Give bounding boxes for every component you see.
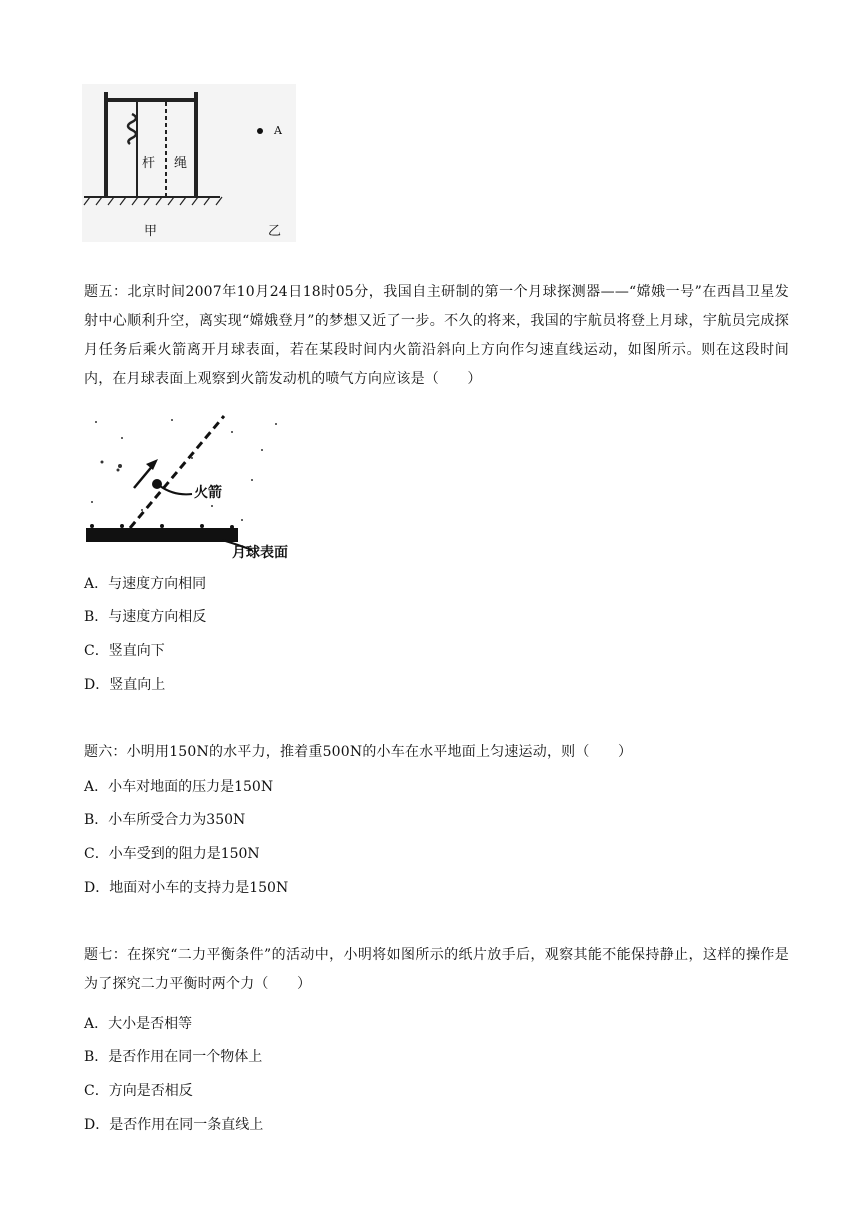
q7-stem: 题七：在探究“二力平衡条件”的活动中，小明将如图所示的纸片放手后，观察其能不能保持静止，这样的操作是为了探究二力平衡时两个力（ ） (84, 947, 789, 992)
pole-rope-diagram (82, 84, 296, 242)
q6-option-c: C．小车受到的阻力是150N (84, 846, 260, 862)
q7-option-d: D．是否作用在同一条直线上 (84, 1117, 264, 1133)
q5-option-b: B．与速度方向相反 (84, 609, 207, 625)
figure-label-jia: 甲 (144, 224, 158, 239)
q7-option-c: C．方向是否相反 (84, 1083, 193, 1099)
moon-surface-label: 月球表面 (232, 545, 288, 561)
q6-stem: 题六：小明用150N的水平力，推着重500N的小车在水平地面上匀速运动，则（ ） (84, 744, 633, 760)
q5-option-a: A．与速度方向相同 (84, 576, 207, 592)
q6-option-a: A．小车对地面的压力是150N (84, 779, 274, 795)
q5-stem: 题五：北京时间2007年10月24日18时05分，我国自主研制的第一个月球探测器——“嫦娥一号”在西昌卫星发射中心顺利升空，离实现“嫦娥登月”的梦想又近了一步。不久的将来，我国的宇航员将登上月球，宇航员完成探月任务后乘火箭离开月球表面，若在某段时间内火箭沿斜向上方向作匀速直线运动，如图所示。则在这段时间内，在月球表面上观察到火箭发动机的喷气方向应该是（ ） (84, 284, 789, 387)
figure-rocket (82, 410, 288, 562)
q6-option-d: D．地面对小车的支持力是150N (84, 880, 289, 896)
rocket-label: 火箭 (194, 485, 222, 501)
q7-option-b: B．是否作用在同一个物体上 (84, 1049, 263, 1065)
pole-label: 杆 (142, 156, 156, 171)
q7-option-a: A．大小是否相等 (84, 1016, 193, 1032)
rocket-diagram (82, 410, 288, 562)
figure-pole-rope (82, 84, 296, 242)
point-a-label: A (274, 124, 282, 137)
rope-label: 绳 (174, 156, 188, 171)
figure-label-yi: 乙 (268, 224, 282, 239)
q5-option-c: C．竖直向下 (84, 643, 165, 659)
q5-option-d: D．竖直向上 (84, 677, 166, 693)
q6-option-b: B．小车所受合力为350N (84, 812, 246, 828)
